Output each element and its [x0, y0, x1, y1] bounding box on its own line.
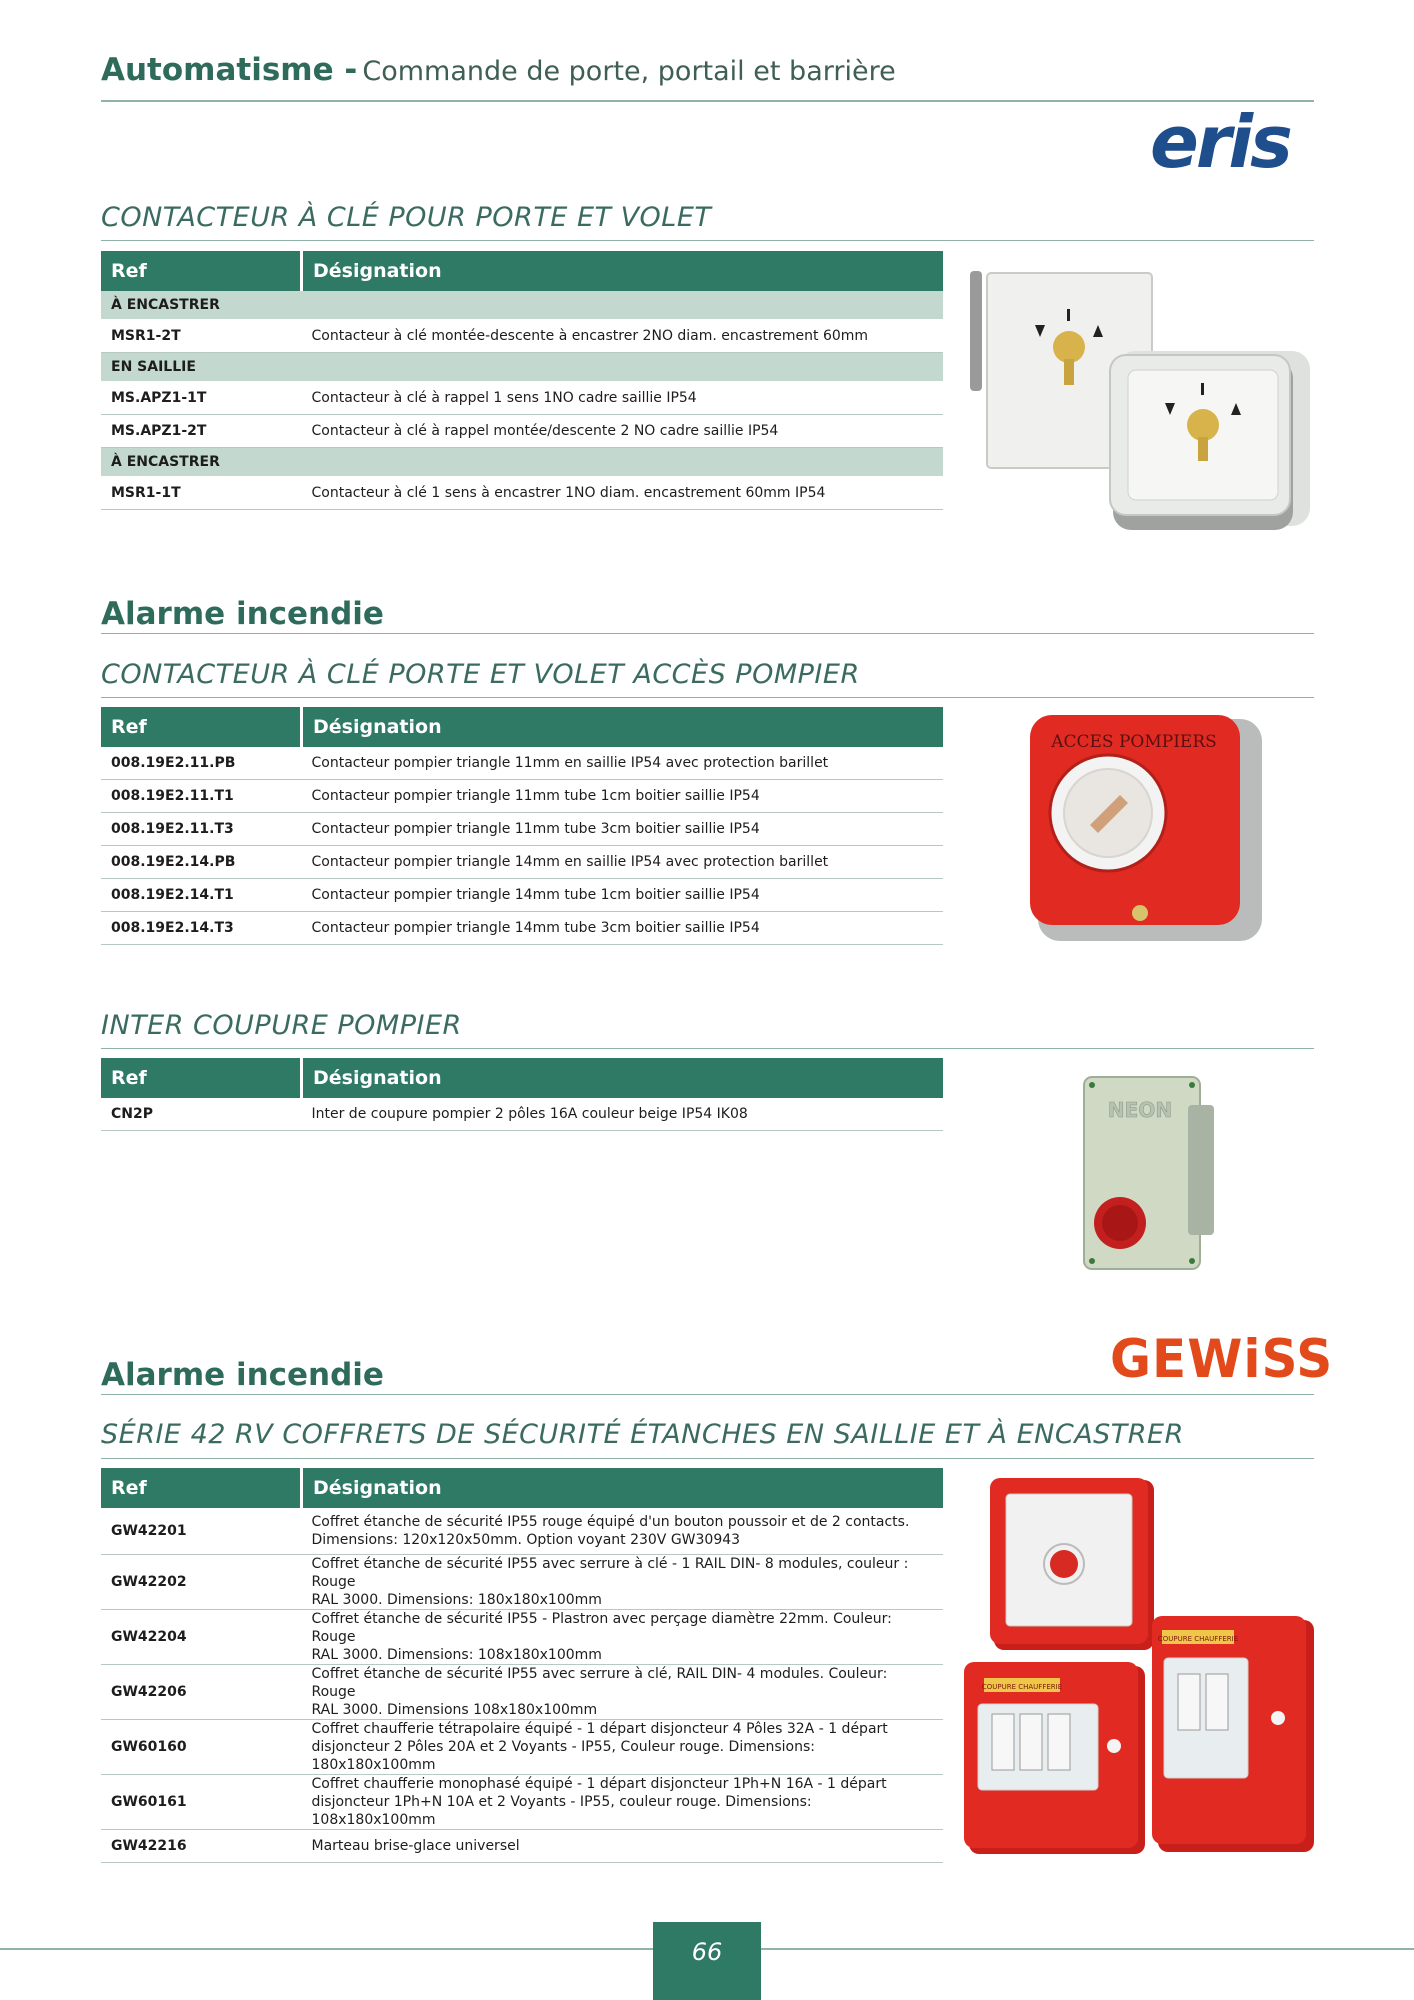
- section4-divider: [101, 1458, 1314, 1459]
- coupure-chaufferie-label-1: COUPURE CHAUFFERIE: [981, 1683, 1063, 1691]
- gewiss-logo: GEWiSS: [1110, 1328, 1334, 1390]
- product-designation: Inter de coupure pompier 2 pôles 16A couleur beige IP54 IK08: [302, 1098, 944, 1131]
- col-ref-header: Ref: [101, 1468, 302, 1508]
- fire-cutoff-switch-image: [1080, 1075, 1218, 1273]
- page-header: [101, 52, 896, 88]
- firefighter-key-box-image: [1028, 713, 1264, 945]
- product-designation: Coffret étanche de sécurité IP55 avec serrure à clé, RAIL DIN- 4 modules. Couleur: Rouge RAL 3000. Dimensions 108x180x100mm: [302, 1665, 944, 1720]
- product-designation: Coffret étanche de sécurité IP55 avec serrure à clé - 1 RAIL DIN- 8 modules, couleur : Rouge RAL 3000. Dimensions: 180x180x100mm: [302, 1555, 944, 1610]
- section2-divider: [101, 697, 1314, 698]
- col-ref-header: Ref: [101, 707, 302, 747]
- section4-heading-divider: [101, 1394, 1314, 1395]
- section1-subtitle: CONTACTEUR À CLÉ POUR PORTE ET VOLET: [101, 202, 712, 233]
- acces-pompiers-label: ACCES POMPIERS: [1051, 732, 1217, 752]
- product-designation: Coffret étanche de sécurité IP55 - Plastron avec perçage diamètre 22mm. Couleur: Rouge RAL 3000. Dimensions: 108x180x100mm: [302, 1610, 944, 1665]
- section1-table: [101, 251, 943, 510]
- eris-logo: eris: [1150, 100, 1290, 184]
- product-ref: 008.19E2.11.T3: [101, 813, 302, 846]
- product-ref: GW42202: [101, 1555, 302, 1610]
- product-designation: Contacteur à clé montée-descente à encastrer 2NO diam. encastrement 60mm: [302, 320, 944, 353]
- table-row: [101, 1665, 943, 1720]
- product-ref: MS.APZ1-2T: [101, 415, 302, 448]
- product-ref: GW42201: [101, 1508, 302, 1555]
- table-row: [101, 747, 943, 780]
- neon-label: NEON: [1107, 1098, 1173, 1122]
- table-row: [101, 477, 943, 510]
- section2-heading-divider: [101, 633, 1314, 634]
- section2-subtitle: CONTACTEUR À CLÉ PORTE ET VOLET ACCÈS POMPIER: [101, 659, 860, 690]
- product-designation: Contacteur pompier triangle 14mm tube 1cm boitier saillie IP54: [302, 879, 944, 912]
- product-ref: 008.19E2.14.T1: [101, 879, 302, 912]
- key-switch-product-image: [965, 265, 1310, 545]
- table-group-row: À ENCASTRER: [101, 448, 943, 477]
- section3-subtitle: INTER COUPURE POMPIER: [101, 1010, 462, 1041]
- table-row: [101, 415, 943, 448]
- product-designation: Coffret chaufferie monophasé équipé - 1 départ disjoncteur 1Ph+N 16A - 1 départ disjoncteur 1Ph+N 10A et 2 Voyants - IP55, couleur rouge. Dimensions: 108x180x100mm: [302, 1775, 944, 1830]
- product-ref: GW42206: [101, 1665, 302, 1720]
- table-row: [101, 1555, 943, 1610]
- product-designation: Contacteur pompier triangle 14mm tube 3cm boitier saillie IP54: [302, 912, 944, 945]
- product-ref: CN2P: [101, 1098, 302, 1131]
- table-group-row: EN SAILLIE: [101, 353, 943, 382]
- product-designation: Contacteur à clé à rappel 1 sens 1NO cadre saillie IP54: [302, 382, 944, 415]
- product-designation: Marteau brise-glace universel: [302, 1830, 944, 1863]
- section4-heading: Alarme incendie: [101, 1357, 384, 1393]
- table-group-row: À ENCASTRER: [101, 291, 943, 320]
- section4-subtitle: SÉRIE 42 RV COFFRETS DE SÉCURITÉ ÉTANCHES EN SAILLIE ET À ENCASTRER: [101, 1419, 1184, 1450]
- table-row: [101, 780, 943, 813]
- product-ref: MSR1-2T: [101, 320, 302, 353]
- col-designation-header: Désignation: [302, 1058, 944, 1098]
- section2-heading: Alarme incendie: [101, 596, 384, 632]
- header-title-main: Automatisme -: [101, 52, 358, 88]
- col-designation-header: Désignation: [302, 251, 944, 291]
- section2-table: [101, 707, 943, 945]
- security-boxes-image: [964, 1478, 1314, 1858]
- col-ref-header: Ref: [101, 1058, 302, 1098]
- product-ref: MS.APZ1-1T: [101, 382, 302, 415]
- table-row: [101, 912, 943, 945]
- product-ref: GW42216: [101, 1830, 302, 1863]
- product-designation: Contacteur à clé 1 sens à encastrer 1NO diam. encastrement 60mm IP54: [302, 477, 944, 510]
- section3-table: [101, 1058, 943, 1131]
- product-designation: Coffret chaufferie tétrapolaire équipé - 1 départ disjoncteur 4 Pôles 32A - 1 départ disjoncteur 2 Pôles 20A et 2 Voyants - IP55, Couleur rouge. Dimensions: 180x180x100mm: [302, 1720, 944, 1775]
- col-designation-header: Désignation: [302, 707, 944, 747]
- header-title-sub: Commande de porte, portail et barrière: [362, 56, 896, 87]
- table-row: [101, 1775, 943, 1830]
- product-ref: 008.19E2.11.T1: [101, 780, 302, 813]
- product-ref: GW60161: [101, 1775, 302, 1830]
- table-row: [101, 320, 943, 353]
- product-designation: Contacteur pompier triangle 11mm en saillie IP54 avec protection barillet: [302, 747, 944, 780]
- col-ref-header: Ref: [101, 251, 302, 291]
- header-divider: [101, 100, 1314, 102]
- table-row: [101, 382, 943, 415]
- table-row: [101, 846, 943, 879]
- product-ref: GW60160: [101, 1720, 302, 1775]
- section1-divider: [101, 240, 1314, 241]
- table-row: [101, 1098, 943, 1131]
- product-designation: Contacteur pompier triangle 14mm en saillie IP54 avec protection barillet: [302, 846, 944, 879]
- product-ref: 008.19E2.11.PB: [101, 747, 302, 780]
- section3-divider: [101, 1048, 1314, 1049]
- product-designation: Contacteur pompier triangle 11mm tube 1cm boitier saillie IP54: [302, 780, 944, 813]
- product-designation: Contacteur pompier triangle 11mm tube 3cm boitier saillie IP54: [302, 813, 944, 846]
- coupure-chaufferie-label-2: COUPURE CHAUFFERIE: [1157, 1635, 1239, 1643]
- table-row: [101, 813, 943, 846]
- product-ref: MSR1-1T: [101, 477, 302, 510]
- table-row: [101, 1830, 943, 1863]
- product-ref: 008.19E2.14.PB: [101, 846, 302, 879]
- col-designation-header: Désignation: [302, 1468, 944, 1508]
- table-row: [101, 1508, 943, 1555]
- table-row: [101, 879, 943, 912]
- page-number: 66: [653, 1922, 761, 2000]
- product-designation: Coffret étanche de sécurité IP55 rouge équipé d'un bouton poussoir et de 2 contacts. Dimensions: 120x120x50mm. Option voyant 230V GW30943: [302, 1508, 944, 1555]
- product-designation: Contacteur à clé à rappel montée/descente 2 NO cadre saillie IP54: [302, 415, 944, 448]
- table-row: [101, 1720, 943, 1775]
- product-ref: GW42204: [101, 1610, 302, 1665]
- section4-table: [101, 1468, 943, 1863]
- table-row: [101, 1610, 943, 1665]
- product-ref: 008.19E2.14.T3: [101, 912, 302, 945]
